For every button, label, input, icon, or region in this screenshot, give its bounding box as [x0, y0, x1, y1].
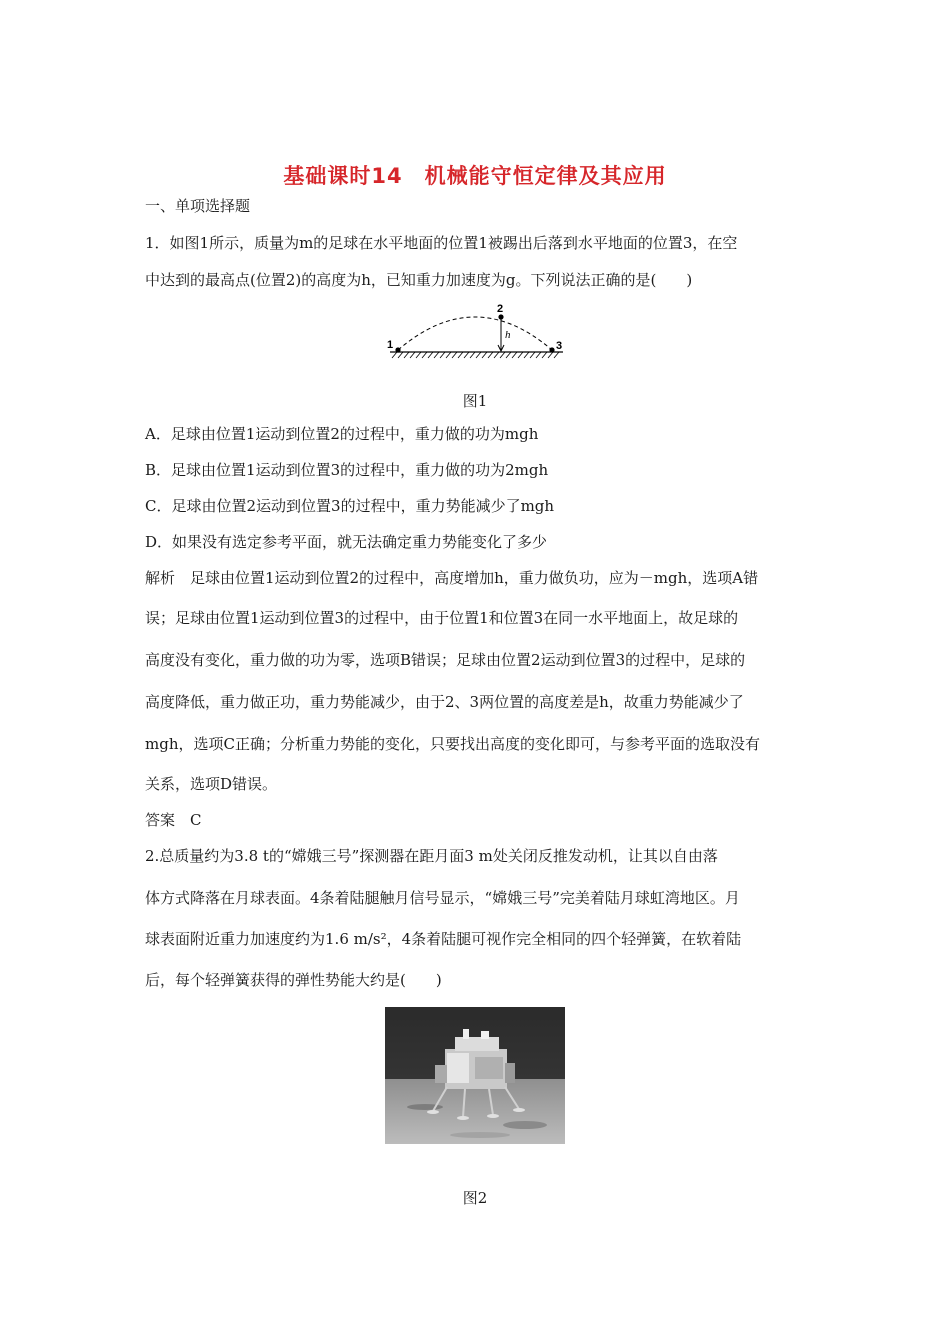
page-title: 基础课时14 机械能守恒定律及其应用: [283, 164, 667, 188]
q1-option-b: B．足球由位置1运动到位置3的过程中，重力做的功为2mgh: [145, 461, 549, 479]
figure-2-lander-photo: [385, 1007, 565, 1144]
ground-hatch: [392, 352, 559, 358]
q2-stem-line2: 体方式降落在月球表面。4条着陆腿触月信号显示，“嫦娥三号”完美着陆月球虹湾地区。月: [145, 889, 740, 907]
ball-position-3: [549, 347, 554, 352]
label-2: 2: [497, 303, 504, 315]
q1-analysis-line1: 解析 足球由位置1运动到位置2的过程中，高度增加h，重力做负功，应为－mgh，选项A错: [145, 569, 759, 587]
ball-position-2: [498, 314, 503, 319]
q2-stem-line1: 2.总质量约为3.8 t的“嫦娥三号”探测器在距月面3 m处关闭反推发动机，让其以自由落: [145, 847, 718, 865]
section-heading: 一、单项选择题: [145, 197, 251, 215]
q1-analysis-line2: 误；足球由位置1运动到位置3的过程中，由于位置1和位置3在同一水平地面上，故足球的: [145, 609, 739, 627]
q2-stem-line3: 球表面附近重力加速度约为1.6 m/s²，4条着陆腿可视作完全相同的四个轻弹簧，在软着陆: [145, 930, 742, 948]
q1-analysis-line3: 高度没有变化，重力做的功为零，选项B错误；足球由位置2运动到位置3的过程中，足球的: [145, 651, 746, 669]
q1-analysis-line6: 关系，选项D错误。: [145, 775, 278, 793]
q1-option-c: C．足球由位置2运动到位置3的过程中，重力势能减少了mgh: [145, 497, 555, 515]
q1-answer: 答案 C: [145, 811, 202, 829]
figure-1-caption: 图1: [462, 392, 488, 410]
label-3: 3: [556, 340, 563, 352]
q2-stem-line4: 后，每个轻弹簧获得的弹性势能大约是( ): [145, 971, 442, 989]
ball-position-1: [395, 347, 400, 352]
label-1: 1: [387, 339, 394, 351]
q1-analysis-line4: 高度降低，重力做正功，重力势能减少，由于2、3两位置的高度差是h，故重力势能减少了: [145, 693, 744, 711]
q1-analysis-line5: mgh，选项C正确；分析重力势能的变化，只要找出高度的变化即可，与参考平面的选取没有: [145, 735, 760, 753]
q1-option-a: A．足球由位置1运动到位置2的过程中，重力做的功为mgh: [145, 425, 539, 443]
q1-option-d: D．如果没有选定参考平面，就无法确定重力势能变化了多少: [145, 533, 548, 551]
trajectory-arc: [398, 317, 552, 350]
q1-stem-line2: 中达到的最高点(位置2)的高度为h，已知重力加速度为g。下列说法正确的是( ): [145, 271, 693, 289]
figure-1-trajectory: [385, 302, 570, 364]
figure-2-caption: 图2: [462, 1189, 488, 1207]
label-h: h: [505, 329, 511, 341]
q1-stem-line1: 1．如图1所示，质量为m的足球在水平地面的位置1被踢出后落到水平地面的位置3，在空: [145, 234, 738, 252]
